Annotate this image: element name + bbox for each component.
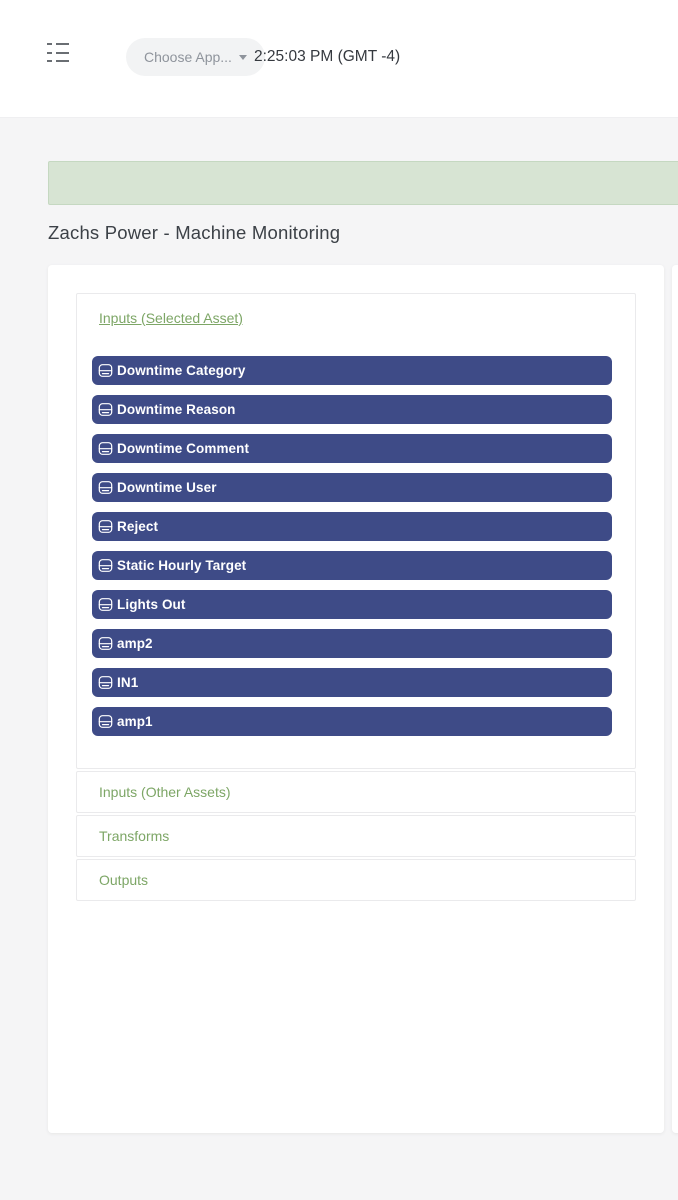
list-menu-icon[interactable]	[47, 43, 69, 62]
monitoring-card	[48, 265, 664, 1133]
archive-icon	[98, 597, 113, 612]
input-button-label: Lights Out	[117, 597, 186, 612]
input-button-label: amp1	[117, 714, 153, 729]
page-title: Zachs Power - Machine Monitoring	[48, 222, 341, 243]
archive-icon	[98, 714, 113, 729]
archive-icon	[98, 675, 113, 690]
archive-icon	[98, 480, 113, 495]
cards-row	[48, 265, 678, 1133]
input-button-label: Downtime User	[117, 480, 217, 495]
status-banner	[48, 161, 678, 205]
input-button-downtime-user[interactable]	[92, 473, 612, 502]
accordion-header-transforms[interactable]: Transforms	[77, 816, 635, 856]
accordion-header-inputs-selected-asset[interactable]: Inputs (Selected Asset)	[77, 294, 635, 328]
input-button-label: Downtime Category	[117, 363, 246, 378]
archive-icon	[98, 441, 113, 456]
input-button-amp2[interactable]	[92, 629, 612, 658]
archive-icon	[98, 363, 113, 378]
input-button-label: Static Hourly Target	[117, 558, 247, 573]
archive-icon	[98, 636, 113, 651]
accordion-item-inputs-selected-asset	[76, 293, 636, 769]
input-button-label: amp2	[117, 636, 153, 651]
input-button-downtime-comment[interactable]	[92, 434, 612, 463]
accordion-item-outputs	[76, 859, 636, 901]
caret-down-icon	[239, 55, 247, 60]
archive-icon	[98, 402, 113, 417]
main-content	[0, 161, 678, 1133]
archive-icon	[98, 558, 113, 573]
input-button-label: IN1	[117, 675, 139, 690]
choose-app-dropdown[interactable]	[126, 38, 265, 76]
input-button-amp1[interactable]	[92, 707, 612, 736]
io-accordion	[76, 293, 636, 901]
input-button-static-hourly-target[interactable]	[92, 551, 612, 580]
input-button-label: Downtime Reason	[117, 402, 236, 417]
choose-app-label: Choose App...	[144, 49, 232, 65]
input-button-lights-out[interactable]	[92, 590, 612, 619]
input-button-in1[interactable]	[92, 668, 612, 697]
input-button-reject[interactable]	[92, 512, 612, 541]
input-button-downtime-reason[interactable]	[92, 395, 612, 424]
accordion-item-inputs-other-assets	[76, 771, 636, 813]
inputs-selected-asset-panel	[77, 328, 635, 768]
input-button-downtime-category[interactable]	[92, 356, 612, 385]
input-button-label: Downtime Comment	[117, 441, 250, 456]
adjacent-card-clipped	[672, 265, 678, 1133]
accordion-header-inputs-other-assets[interactable]: Inputs (Other Assets)	[77, 772, 635, 812]
accordion-item-transforms	[76, 815, 636, 857]
clock-display: 2:25:03 PM (GMT -4)	[254, 48, 401, 65]
accordion-header-outputs[interactable]: Outputs	[77, 860, 635, 900]
input-button-label: Reject	[117, 519, 159, 534]
top-bar	[0, 0, 678, 118]
archive-icon	[98, 519, 113, 534]
